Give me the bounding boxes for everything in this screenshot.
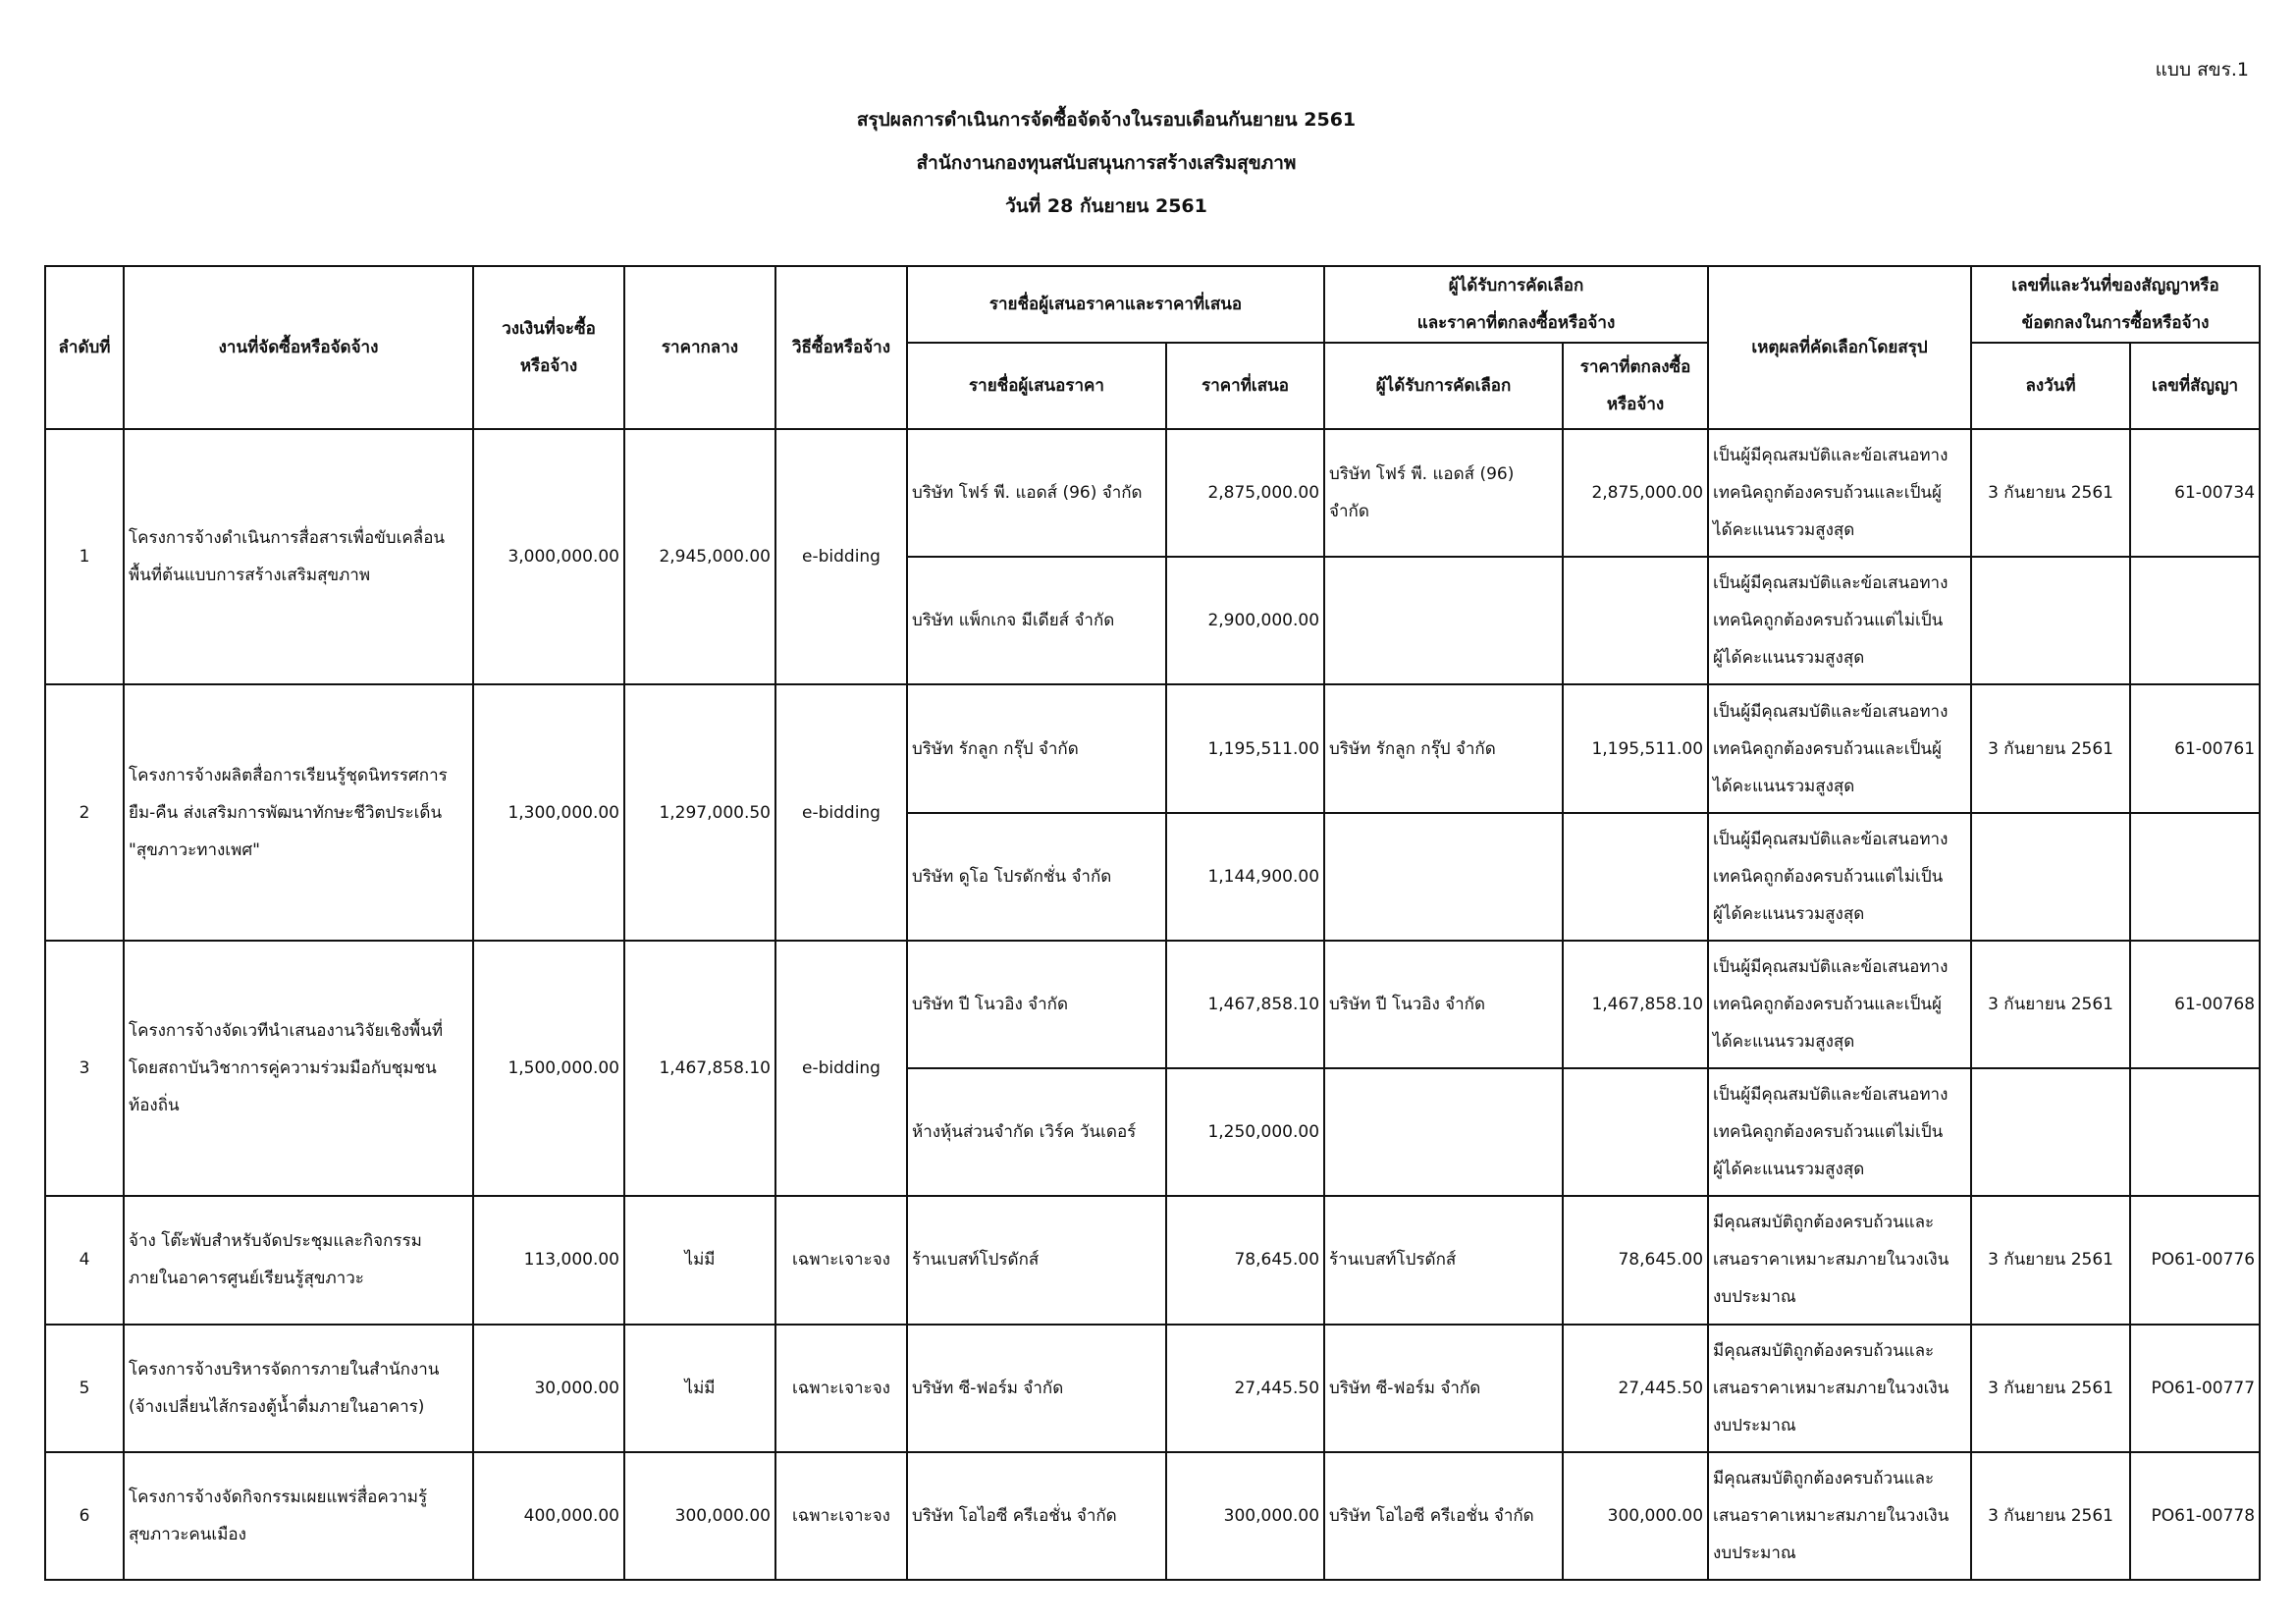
header-bidder-name: รายชื่อผู้เสนอราคา (907, 343, 1166, 429)
header-selected-group-line-2: และราคาที่ตกลงซื้อหรือจ้าง (1416, 313, 1616, 333)
cell-reason-line: เสนอราคาเหมาะสมภายในวงเงิน (1713, 1250, 1949, 1271)
cell-method: เฉพาะเจาะจง (775, 1196, 907, 1324)
cell-reason-line: ได้คะแนนรวมสูงสุด (1713, 776, 1855, 796)
cell-method: e-bidding (775, 684, 907, 940)
cell-reason-line: เสนอราคาเหมาะสมภายในวงเงิน (1713, 1378, 1949, 1398)
header-budget (473, 266, 624, 429)
document-title (0, 98, 2213, 228)
cell-agreed-price: 27,445.50 (1563, 1325, 1708, 1452)
header-selected-name: ผู้ได้รับการคัดเลือก (1324, 343, 1563, 429)
cell-reason-line: มีคุณสมบัติถูกต้องครบถ้วนและ (1713, 1340, 1935, 1361)
cell-reason-line: เป็นผู้มีคุณสมบัติและข้อเสนอทาง (1713, 446, 1949, 466)
cell-reason (1708, 684, 1971, 812)
table-row (45, 684, 2260, 812)
cell-selected-name (1324, 1196, 1563, 1324)
cell-budget: 1,300,000.00 (473, 684, 624, 940)
header-agreed-price (1563, 343, 1708, 429)
cell-reason-line: งบประมาณ (1713, 1543, 1796, 1563)
cell-reason (1708, 1196, 1971, 1324)
table-row (45, 1452, 2260, 1580)
cell-selected-name (1324, 429, 1563, 557)
header-reason: เหตุผลที่คัดเลือกโดยสรุป (1708, 266, 1971, 429)
cell-bidder-name: บริษัท ปี โนวอิง จำกัด (907, 941, 1166, 1068)
cell-work-line: จ้าง โต๊ะพับสำหรับจัดประชุมและกิจกรรม (129, 1231, 422, 1252)
cell-agreed-price (1563, 557, 1708, 684)
cell-contract-number (2130, 1068, 2260, 1196)
header-contract-number: เลขที่สัญญา (2130, 343, 2260, 429)
cell-agreed-price: 1,467,858.10 (1563, 941, 1708, 1068)
header-agreed-price-line-2: หรือจ้าง (1606, 395, 1665, 414)
cell-selected-name-line: บริษัท โฟร์ พี. แอดส์ (96) (1329, 464, 1515, 485)
cell-bid-price: 2,875,000.00 (1166, 429, 1324, 557)
header-bidders-group: รายชื่อผู้เสนอราคาและราคาที่เสนอ (907, 266, 1324, 343)
cell-contract-number: PO61-00776 (2130, 1196, 2260, 1324)
cell-agreed-price: 300,000.00 (1563, 1452, 1708, 1580)
cell-work-line: โดยสถาบันวิชาการคู่ความร่วมมือกับชุมชน (129, 1058, 437, 1079)
cell-bidder-name: บริษัท รักลูก กรุ๊ป จำกัด (907, 684, 1166, 812)
cell-reason (1708, 941, 1971, 1068)
cell-method: เฉพาะเจาะจง (775, 1325, 907, 1452)
cell-work (124, 941, 473, 1196)
cell-bid-price: 1,144,900.00 (1166, 813, 1324, 941)
cell-contract-date (1971, 557, 2130, 684)
cell-reason-line: เทคนิคถูกต้องครบถ้วนและเป็นผู้ (1713, 483, 1942, 504)
cell-budget: 3,000,000.00 (473, 429, 624, 684)
cell-selected-name-line: บริษัท ปี โนวอิง จำกัด (1329, 994, 1486, 1014)
cell-reason-line: งบประมาณ (1713, 1415, 1796, 1435)
cell-reason (1708, 557, 1971, 684)
cell-reason-line: เทคนิคถูกต้องครบถ้วนและเป็นผู้ (1713, 738, 1942, 759)
cell-contract-number: 61-00734 (2130, 429, 2260, 557)
cell-budget: 30,000.00 (473, 1325, 624, 1452)
cell-contract-date: 3 กันยายน 2561 (1971, 1325, 2130, 1452)
cell-seq: 4 (45, 1196, 124, 1324)
cell-work-line: สุขภาวะคนเมือง (129, 1524, 246, 1544)
cell-reason-line: เป็นผู้มีคุณสมบัติและข้อเสนอทาง (1713, 1085, 1949, 1106)
header-selected-group-line-1: ผู้ได้รับการคัดเลือก (1448, 276, 1584, 296)
cell-bid-price: 1,195,511.00 (1166, 684, 1324, 812)
title-line-1: สรุปผลการดำเนินการจัดซื้อจัดจ้างในรอบเดือนกันยายน 2561 (856, 109, 1357, 131)
cell-contract-number: 61-00768 (2130, 941, 2260, 1068)
cell-method: เฉพาะเจาะจง (775, 1452, 907, 1580)
cell-median: ไม่มี (624, 1196, 775, 1324)
header-budget-line-1: วงเงินที่จะซื้อ (502, 319, 596, 339)
cell-seq: 3 (45, 941, 124, 1196)
title-line-3: วันที่ 28 กันยายน 2561 (1005, 195, 1207, 217)
cell-work-line: "สุขภาวะทางเพศ" (129, 839, 260, 860)
cell-median: 2,945,000.00 (624, 429, 775, 684)
title-line-2: สำนักงานกองทุนสนับสนุนการสร้างเสริมสุขภาพ (916, 152, 1297, 174)
cell-work-line: ท้องถิ่น (129, 1096, 180, 1116)
cell-median: 1,467,858.10 (624, 941, 775, 1196)
cell-agreed-price (1563, 1068, 1708, 1196)
cell-bid-price: 27,445.50 (1166, 1325, 1324, 1452)
cell-selected-name-line: ร้านเบสท์โปรดักส์ (1329, 1250, 1457, 1271)
cell-median: 1,297,000.50 (624, 684, 775, 940)
cell-bidder-name: บริษัท ซี-ฟอร์ม จำกัด (907, 1325, 1166, 1452)
cell-budget: 113,000.00 (473, 1196, 624, 1324)
header-contract-group-line-2: ข้อตกลงในการซื้อหรือจ้าง (2021, 313, 2210, 333)
cell-work-line: ภายในอาคารศูนย์เรียนรู้สุขภาวะ (129, 1269, 364, 1289)
cell-reason-line: เทคนิคถูกต้องครบถ้วนและเป็นผู้ (1713, 994, 1942, 1014)
cell-budget: 400,000.00 (473, 1452, 624, 1580)
header-seq: ลำดับที่ (45, 266, 124, 429)
table-body (45, 429, 2260, 1580)
cell-selected-name (1324, 1068, 1563, 1196)
cell-selected-name (1324, 684, 1563, 812)
cell-work-line: โครงการจ้างดำเนินการสื่อสารเพื่อขับเคลื่อน (129, 528, 446, 549)
cell-seq: 2 (45, 684, 124, 940)
cell-contract-number (2130, 813, 2260, 941)
cell-reason-line: เป็นผู้มีคุณสมบัติและข้อเสนอทาง (1713, 829, 1949, 849)
header-contract-group (1971, 266, 2260, 343)
cell-reason-line: เสนอราคาเหมาะสมภายในวงเงิน (1713, 1505, 1949, 1526)
header-budget-line-2: หรือจ้าง (519, 356, 578, 376)
cell-contract-number (2130, 557, 2260, 684)
cell-reason (1708, 1068, 1971, 1196)
cell-bid-price: 1,250,000.00 (1166, 1068, 1324, 1196)
cell-contract-number: PO61-00778 (2130, 1452, 2260, 1580)
header-selected-group (1324, 266, 1708, 343)
cell-work-line: (จ้างเปลี่ยนไส้กรองตู้น้ำดื่มภายในอาคาร) (129, 1396, 425, 1417)
cell-agreed-price (1563, 813, 1708, 941)
cell-bid-price: 2,900,000.00 (1166, 557, 1324, 684)
table-row (45, 941, 2260, 1068)
cell-contract-date (1971, 813, 2130, 941)
cell-work (124, 684, 473, 940)
cell-work-line: โครงการจ้างจัดเวทีนำเสนองานวิจัยเชิงพื้นที่ (129, 1021, 444, 1042)
header-work: งานที่จัดซื้อหรือจัดจ้าง (124, 266, 473, 429)
cell-reason-line: มีคุณสมบัติถูกต้องครบถ้วนและ (1713, 1468, 1935, 1489)
cell-agreed-price: 78,645.00 (1563, 1196, 1708, 1324)
cell-bid-price: 78,645.00 (1166, 1196, 1324, 1324)
table-row (45, 1325, 2260, 1452)
cell-method: e-bidding (775, 941, 907, 1196)
cell-work-line: โครงการจ้างจัดกิจกรรมเผยแพร่สื่อความรู้ (129, 1487, 428, 1507)
cell-bidder-name: บริษัท แพ็กเกจ มีเดียส์ จำกัด (907, 557, 1166, 684)
cell-seq: 6 (45, 1452, 124, 1580)
cell-bid-price: 1,467,858.10 (1166, 941, 1324, 1068)
header-contract-date: ลงวันที่ (1971, 343, 2130, 429)
cell-budget: 1,500,000.00 (473, 941, 624, 1196)
cell-agreed-price: 1,195,511.00 (1563, 684, 1708, 812)
cell-selected-name-line: บริษัท ซี-ฟอร์ม จำกัด (1329, 1378, 1481, 1398)
cell-seq: 1 (45, 429, 124, 684)
cell-agreed-price: 2,875,000.00 (1563, 429, 1708, 557)
cell-bidder-name: บริษัท ดูโอ โปรดักชั่น จำกัด (907, 813, 1166, 941)
cell-bidder-name: ห้างหุ้นส่วนจำกัด เวิร์ค วันเดอร์ (907, 1068, 1166, 1196)
table-row (45, 429, 2260, 557)
cell-work-line: โครงการจ้างผลิตสื่อการเรียนรู้ชุดนิทรรศการ (129, 765, 448, 785)
header-agreed-price-line-1: ราคาที่ตกลงซื้อ (1579, 357, 1691, 377)
cell-reason (1708, 1325, 1971, 1452)
cell-seq: 5 (45, 1325, 124, 1452)
cell-contract-date: 3 กันยายน 2561 (1971, 429, 2130, 557)
cell-contract-date (1971, 1068, 2130, 1196)
cell-selected-name (1324, 1325, 1563, 1452)
table-header (45, 266, 2260, 429)
cell-selected-name (1324, 941, 1563, 1068)
cell-reason-line: เป็นผู้มีคุณสมบัติและข้อเสนอทาง (1713, 701, 1949, 722)
cell-work (124, 429, 473, 684)
cell-reason-line: งบประมาณ (1713, 1287, 1796, 1308)
cell-reason (1708, 813, 1971, 941)
cell-reason-line: ผู้ได้คะแนนรวมสูงสุด (1713, 1160, 1865, 1180)
cell-work (124, 1452, 473, 1580)
cell-reason (1708, 1452, 1971, 1580)
cell-work (124, 1196, 473, 1324)
cell-work-line: ยืม-คืน ส่งเสริมการพัฒนาทักษะชีวิตประเด็น (129, 802, 443, 823)
cell-reason-line: ผู้ได้คะแนนรวมสูงสุด (1713, 648, 1865, 669)
cell-selected-name (1324, 557, 1563, 684)
header-bid-price: ราคาที่เสนอ (1166, 343, 1324, 429)
cell-reason-line: เทคนิคถูกต้องครบถ้วนแต่ไม่เป็น (1713, 866, 1944, 887)
cell-selected-name-line: บริษัท โอไอซี ครีเอชั่น จำกัด (1329, 1505, 1534, 1526)
cell-selected-name-line: บริษัท รักลูก กรุ๊ป จำกัด (1329, 738, 1496, 759)
cell-contract-date: 3 กันยายน 2561 (1971, 684, 2130, 812)
header-median: ราคากลาง (624, 266, 775, 429)
cell-contract-date: 3 กันยายน 2561 (1971, 941, 2130, 1068)
cell-median: ไม่มี (624, 1325, 775, 1452)
cell-reason-line: ผู้ได้คะแนนรวมสูงสุด (1713, 903, 1865, 924)
cell-contract-date: 3 กันยายน 2561 (1971, 1452, 2130, 1580)
cell-reason-line: ได้คะแนนรวมสูงสุด (1713, 1031, 1855, 1052)
cell-bidder-name: บริษัท โอไอซี ครีเอชั่น จำกัด (907, 1452, 1166, 1580)
cell-contract-number: 61-00761 (2130, 684, 2260, 812)
cell-contract-date: 3 กันยายน 2561 (1971, 1196, 2130, 1324)
cell-reason-line: มีคุณสมบัติถูกต้องครบถ้วนและ (1713, 1213, 1935, 1233)
cell-work-line: โครงการจ้างบริหารจัดการภายในสำนักงาน (129, 1359, 440, 1380)
cell-bidder-name: บริษัท โฟร์ พี. แอดส์ (96) จำกัด (907, 429, 1166, 557)
cell-reason (1708, 429, 1971, 557)
header-method: วิธีซื้อหรือจ้าง (775, 266, 907, 429)
cell-selected-name-line: จำกัด (1329, 502, 1369, 522)
cell-method: e-bidding (775, 429, 907, 684)
cell-reason-line: เทคนิคถูกต้องครบถ้วนแต่ไม่เป็น (1713, 1122, 1944, 1143)
cell-reason-line: เทคนิคถูกต้องครบถ้วนแต่ไม่เป็น (1713, 611, 1944, 631)
header-contract-group-line-1: เลขที่และวันที่ของสัญญาหรือ (2011, 276, 2219, 296)
cell-reason-line: เป็นผู้มีคุณสมบัติและข้อเสนอทาง (1713, 956, 1949, 977)
cell-bid-price: 300,000.00 (1166, 1452, 1324, 1580)
cell-work (124, 1325, 473, 1452)
cell-selected-name (1324, 813, 1563, 941)
cell-bidder-name: ร้านเบสท์โปรดักส์ (907, 1196, 1166, 1324)
procurement-table (44, 265, 2261, 1581)
cell-contract-number: PO61-00777 (2130, 1325, 2260, 1452)
cell-work-line: พื้นที่ต้นแบบการสร้างเสริมสุขภาพ (129, 566, 371, 586)
cell-selected-name (1324, 1452, 1563, 1580)
cell-median: 300,000.00 (624, 1452, 775, 1580)
cell-reason-line: เป็นผู้มีคุณสมบัติและข้อเสนอทาง (1713, 573, 1949, 594)
cell-reason-line: ได้คะแนนรวมสูงสุด (1713, 520, 1855, 541)
form-code: แบบ สขร.1 (2155, 59, 2249, 81)
table-row (45, 1196, 2260, 1324)
